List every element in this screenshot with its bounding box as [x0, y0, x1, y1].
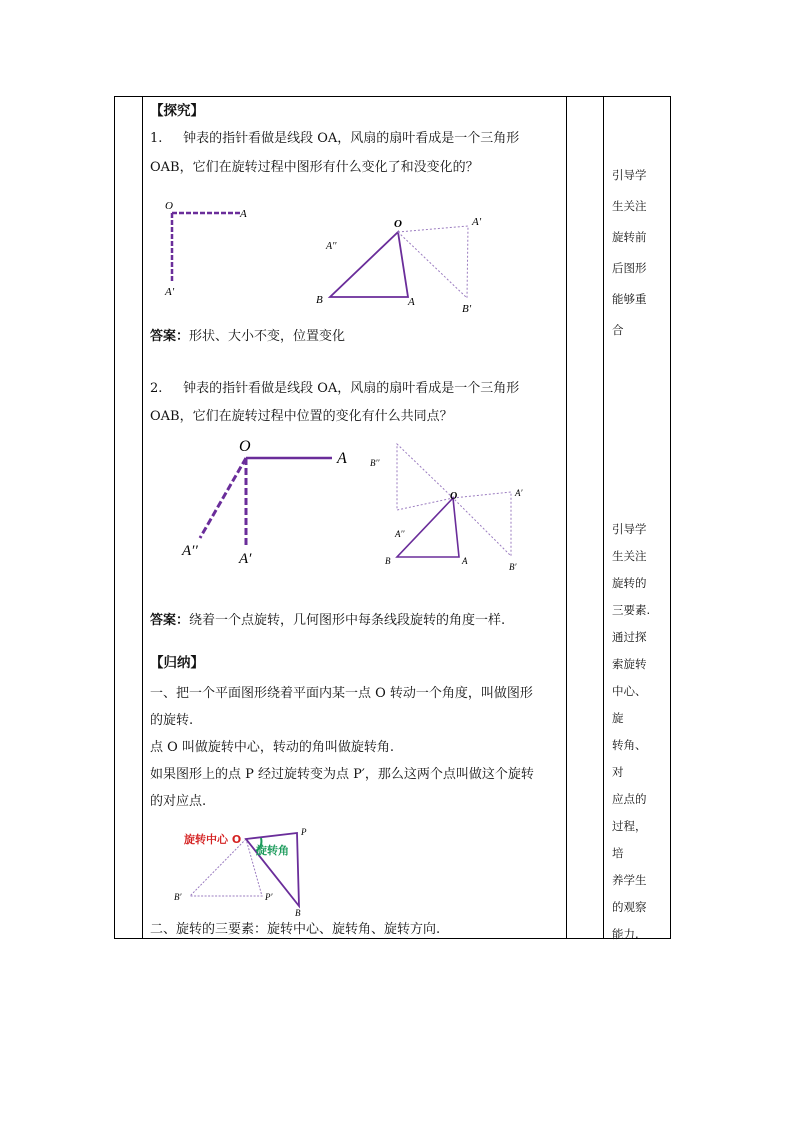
label-b-double-prime: B′′ — [370, 458, 380, 468]
side-note-1-line: 合 — [612, 323, 624, 337]
side-note-2-line: 通过探 — [612, 630, 647, 644]
summary-line-2: 的旋转. — [150, 713, 194, 728]
side-note-2-line: 引导学 — [612, 522, 647, 536]
triangle-oab — [397, 498, 459, 557]
triangle-rotation-figure-1 — [310, 210, 510, 320]
triangle-o-b-prime-p-prime — [190, 839, 262, 896]
clock-hand-figure-2 — [180, 436, 370, 566]
label-o: O — [165, 200, 173, 212]
label-p-prime: P′ — [265, 892, 273, 902]
question-2-line-1 — [150, 375, 519, 402]
rotation-center-label: 旋转中心 O — [184, 833, 242, 846]
label-o: O — [450, 491, 458, 502]
answer-2-text: 绕着一个点旋转，几何图形中每条线段旋转的角度一样. — [189, 613, 506, 628]
answer-1-label: 答案： — [150, 329, 190, 344]
label-a: A — [337, 450, 347, 467]
label-a-prime: A′ — [165, 286, 175, 298]
answer-2-label: 答案： — [150, 613, 190, 628]
label-a-prime: A′ — [515, 488, 523, 498]
table-divider-middle — [566, 96, 567, 939]
triangle-double-prime — [397, 444, 453, 510]
question-1-number: 1. — [150, 131, 163, 146]
triangle-prime — [453, 492, 511, 556]
label-a-double-prime: A′′ — [182, 543, 198, 559]
answer-1-text: 形状、大小不变，位置变化 — [189, 329, 346, 344]
question-1-line-2: OAB，它们在旋转过程中图形有什么变化了和没变化的？ — [150, 160, 479, 175]
label-a: A — [240, 208, 247, 220]
side-note-2-line: 旋转的 — [612, 576, 647, 590]
summary-heading: 【归纳】 — [150, 655, 204, 671]
side-note-1-line: 生关注 — [612, 199, 647, 213]
side-note-1-line: 引导学 — [612, 168, 647, 182]
label-b-prime: B′ — [509, 562, 517, 572]
summary-line-3: 点 O 叫做旋转中心，转动的角叫做旋转角. — [150, 740, 395, 755]
question-1-line-1 — [150, 125, 519, 152]
question-2-line-2: OAB，它们在旋转过程中位置的变化有什么共同点？ — [150, 409, 453, 424]
triangle-oab — [330, 232, 408, 297]
segment-oa-double-prime — [200, 458, 246, 538]
question-1-text-1: 钟表的指针看做是线段 OA，风扇的扇叶看成是一个三角形 — [183, 131, 520, 146]
label-b-prime: B′ — [462, 303, 472, 315]
side-note-2-line: 索旋转 — [612, 657, 647, 671]
label-a: A — [462, 556, 468, 566]
answer-1 — [150, 323, 345, 350]
label-a-double-prime: A′′ — [395, 529, 405, 539]
summary-line-4: 如果图形上的点 P 经过旋转变为点 P′，那么这两个点叫做这个旋转 — [150, 767, 534, 782]
side-note-2 — [612, 516, 652, 948]
summary-line-5: 的对应点. — [150, 794, 207, 809]
side-note-2-line: 养学生 — [612, 873, 647, 887]
side-note-2-line: 三要素. — [612, 603, 651, 617]
side-note-2-line: 的观察 — [612, 900, 647, 914]
clock-hand-figure-1 — [150, 198, 260, 298]
table-divider-left — [142, 96, 143, 939]
side-note-2-line: 转角、对 — [612, 738, 647, 779]
label-b: B — [316, 294, 323, 306]
label-a: A — [408, 296, 415, 308]
side-note-2-line: 应点的 — [612, 792, 647, 806]
table-divider-right — [603, 96, 604, 939]
side-note-2-line: 过程，培 — [612, 819, 647, 860]
side-note-1-line: 能够重 — [612, 292, 647, 306]
label-b-prime: B′ — [174, 892, 182, 902]
label-a-prime: A′ — [472, 216, 482, 228]
rotation-center-figure — [170, 820, 340, 918]
triangle-oa-prime-b-prime — [398, 226, 468, 298]
summary-line-6: 二、旋转的三要素：旋转中心、旋转角、旋转方向. — [150, 922, 441, 937]
side-note-2-line: 中心、旋 — [612, 684, 647, 725]
label-b: B — [295, 908, 301, 918]
triangle-rotation-figure-2 — [365, 440, 555, 578]
side-note-2-line: 能力. — [612, 927, 639, 941]
side-note-2-line: 生关注 — [612, 549, 647, 563]
label-p: P — [301, 827, 307, 837]
label-o: O — [394, 218, 402, 230]
summary-line-1: 一、把一个平面图形绕着平面内某一点 O 转动一个角度，叫做图形 — [150, 686, 533, 701]
side-note-1 — [612, 160, 652, 346]
side-note-1-line: 旋转前 — [612, 230, 647, 244]
label-o: O — [239, 438, 251, 455]
rotation-angle-label: 旋转角 — [256, 844, 289, 857]
question-2-number: 2. — [150, 381, 163, 396]
label-a-double-prime: A′′ — [326, 241, 337, 252]
answer-2 — [150, 607, 505, 634]
label-a-prime: A′ — [239, 551, 252, 567]
label-b: B — [385, 556, 391, 566]
explore-heading: 【探究】 — [150, 103, 204, 119]
side-note-1-line: 后图形 — [612, 261, 647, 275]
question-2-text-1: 钟表的指针看做是线段 OA，风扇的扇叶看成是一个三角形 — [183, 381, 520, 396]
